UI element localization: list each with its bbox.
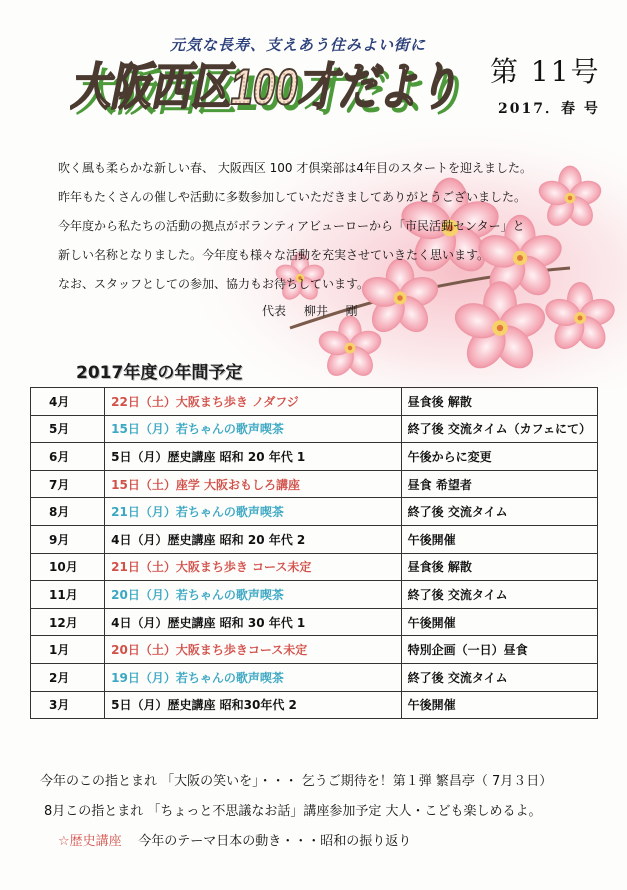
footer-history-label: 歴史講座 — [69, 834, 122, 849]
schedule-note: 昼食後 解散 — [401, 388, 597, 416]
schedule-month: 12月 — [31, 608, 105, 636]
schedule-month: 1月 — [31, 636, 105, 664]
schedule-row — [31, 388, 598, 416]
schedule-month: 3月 — [31, 691, 105, 719]
schedule-note: 終了後 交流タイム — [401, 663, 597, 691]
schedule-event: 15日（月）若ちゃんの歌声喫茶 — [105, 415, 402, 443]
schedule-title: 2017年度の年間予定 — [76, 363, 243, 383]
schedule-note: 午後開催 — [401, 525, 597, 553]
schedule-note: 午後からに変更 — [401, 443, 597, 471]
issue-number: 第 11号 — [490, 55, 601, 88]
schedule-row — [31, 553, 598, 581]
schedule-event: 4日（月）歴史講座 昭和 30 年代 1 — [105, 608, 402, 636]
schedule-row — [31, 608, 598, 636]
footer-history-text: 今年のテーマ日本の動き・・・昭和の振り返り — [138, 834, 412, 849]
star-icon: ☆ — [58, 834, 70, 849]
schedule-month: 2月 — [31, 663, 105, 691]
schedule-row — [31, 691, 598, 719]
schedule-note: 終了後 交流タイム — [401, 581, 597, 609]
schedule-event: 20日（月）若ちゃんの歌声喫茶 — [105, 581, 402, 609]
schedule-row — [31, 443, 598, 471]
footer-line-2: 8月この指とまれ 「ちょっと不思議なお話」講座参加予定 大人・こども楽しめるよ。 — [44, 804, 542, 819]
issue-season: 2017．春 号 — [498, 101, 600, 117]
intro-line: 吹く風も柔らかな新しい春、 大阪西区 100 才倶楽部は4年目のスタートを迎えました。 — [58, 161, 532, 175]
schedule-note: 午後開催 — [401, 691, 597, 719]
masthead-title — [70, 52, 470, 122]
schedule-month: 11月 — [31, 581, 105, 609]
schedule-event: 5日（月）歴史講座 昭和 20 年代 1 — [105, 443, 402, 471]
schedule-event: 21日（月）若ちゃんの歌声喫茶 — [105, 498, 402, 526]
intro-line: 今年度から私たちの活動の拠点がボランティアビューローから「市民活動センター」と — [58, 219, 525, 233]
footer-line-3 — [58, 830, 411, 849]
schedule-event: 15日（土）座学 大阪おもしろ講座 — [105, 470, 402, 498]
schedule-month: 10月 — [31, 553, 105, 581]
schedule-row — [31, 581, 598, 609]
tagline: 元気な長寿、支えあう住みよい街に — [170, 36, 427, 54]
schedule-table — [30, 387, 598, 719]
schedule-row — [31, 525, 598, 553]
footer-line-1: 今年のこの指とまれ 「大阪の笑いを」・・・ 乞うご期待を！第１弾 繁昌亭（ 7月３日） — [40, 774, 553, 789]
signature: 代表 柳井 剛 — [262, 304, 358, 318]
schedule-row — [31, 636, 598, 664]
masthead-text: 大阪西区100才だより — [70, 59, 458, 115]
schedule-event: 4日（月）歴史講座 昭和 20 年代 2 — [105, 525, 402, 553]
schedule-month: 7月 — [31, 470, 105, 498]
schedule-note: 昼食後 解散 — [401, 553, 597, 581]
schedule-month: 5月 — [31, 415, 105, 443]
schedule-month: 9月 — [31, 525, 105, 553]
intro-message — [58, 154, 558, 299]
intro-line: 昨年もたくさんの催しや活動に多数参加していただきましてありがとうございました。 — [58, 190, 527, 204]
schedule-month: 8月 — [31, 498, 105, 526]
schedule-event: 20日（土）大阪まち歩きコース未定 — [105, 636, 402, 664]
schedule-row — [31, 470, 598, 498]
masthead-shadow: 大阪西区100才だより — [76, 65, 464, 121]
schedule-note: 午後開催 — [401, 608, 597, 636]
schedule-note: 終了後 交流タイム（カフェにて） — [401, 415, 597, 443]
schedule-note: 昼食 希望者 — [401, 470, 597, 498]
schedule-event: 5日（月）歴史講座 昭和30年代 2 — [105, 691, 402, 719]
schedule-note: 特別企画（一日）昼食 — [401, 636, 597, 664]
schedule-event: 19日（月）若ちゃんの歌声喫茶 — [105, 663, 402, 691]
schedule-month: 4月 — [31, 388, 105, 416]
schedule-row — [31, 415, 598, 443]
schedule-note: 終了後 交流タイム — [401, 498, 597, 526]
schedule-event: 21日（土）大阪まち歩き コース未定 — [105, 553, 402, 581]
schedule-event: 22日（土）大阪まち歩き ノダフジ — [105, 388, 402, 416]
schedule-month: 6月 — [31, 443, 105, 471]
intro-line: なお、スタッフとしての参加、協力もお待ちしています。 — [58, 277, 370, 291]
schedule-row — [31, 498, 598, 526]
schedule-row — [31, 663, 598, 691]
intro-line: 新しい名称となりました。今年度も様々な活動を充実させていきたく思います。 — [58, 248, 490, 262]
